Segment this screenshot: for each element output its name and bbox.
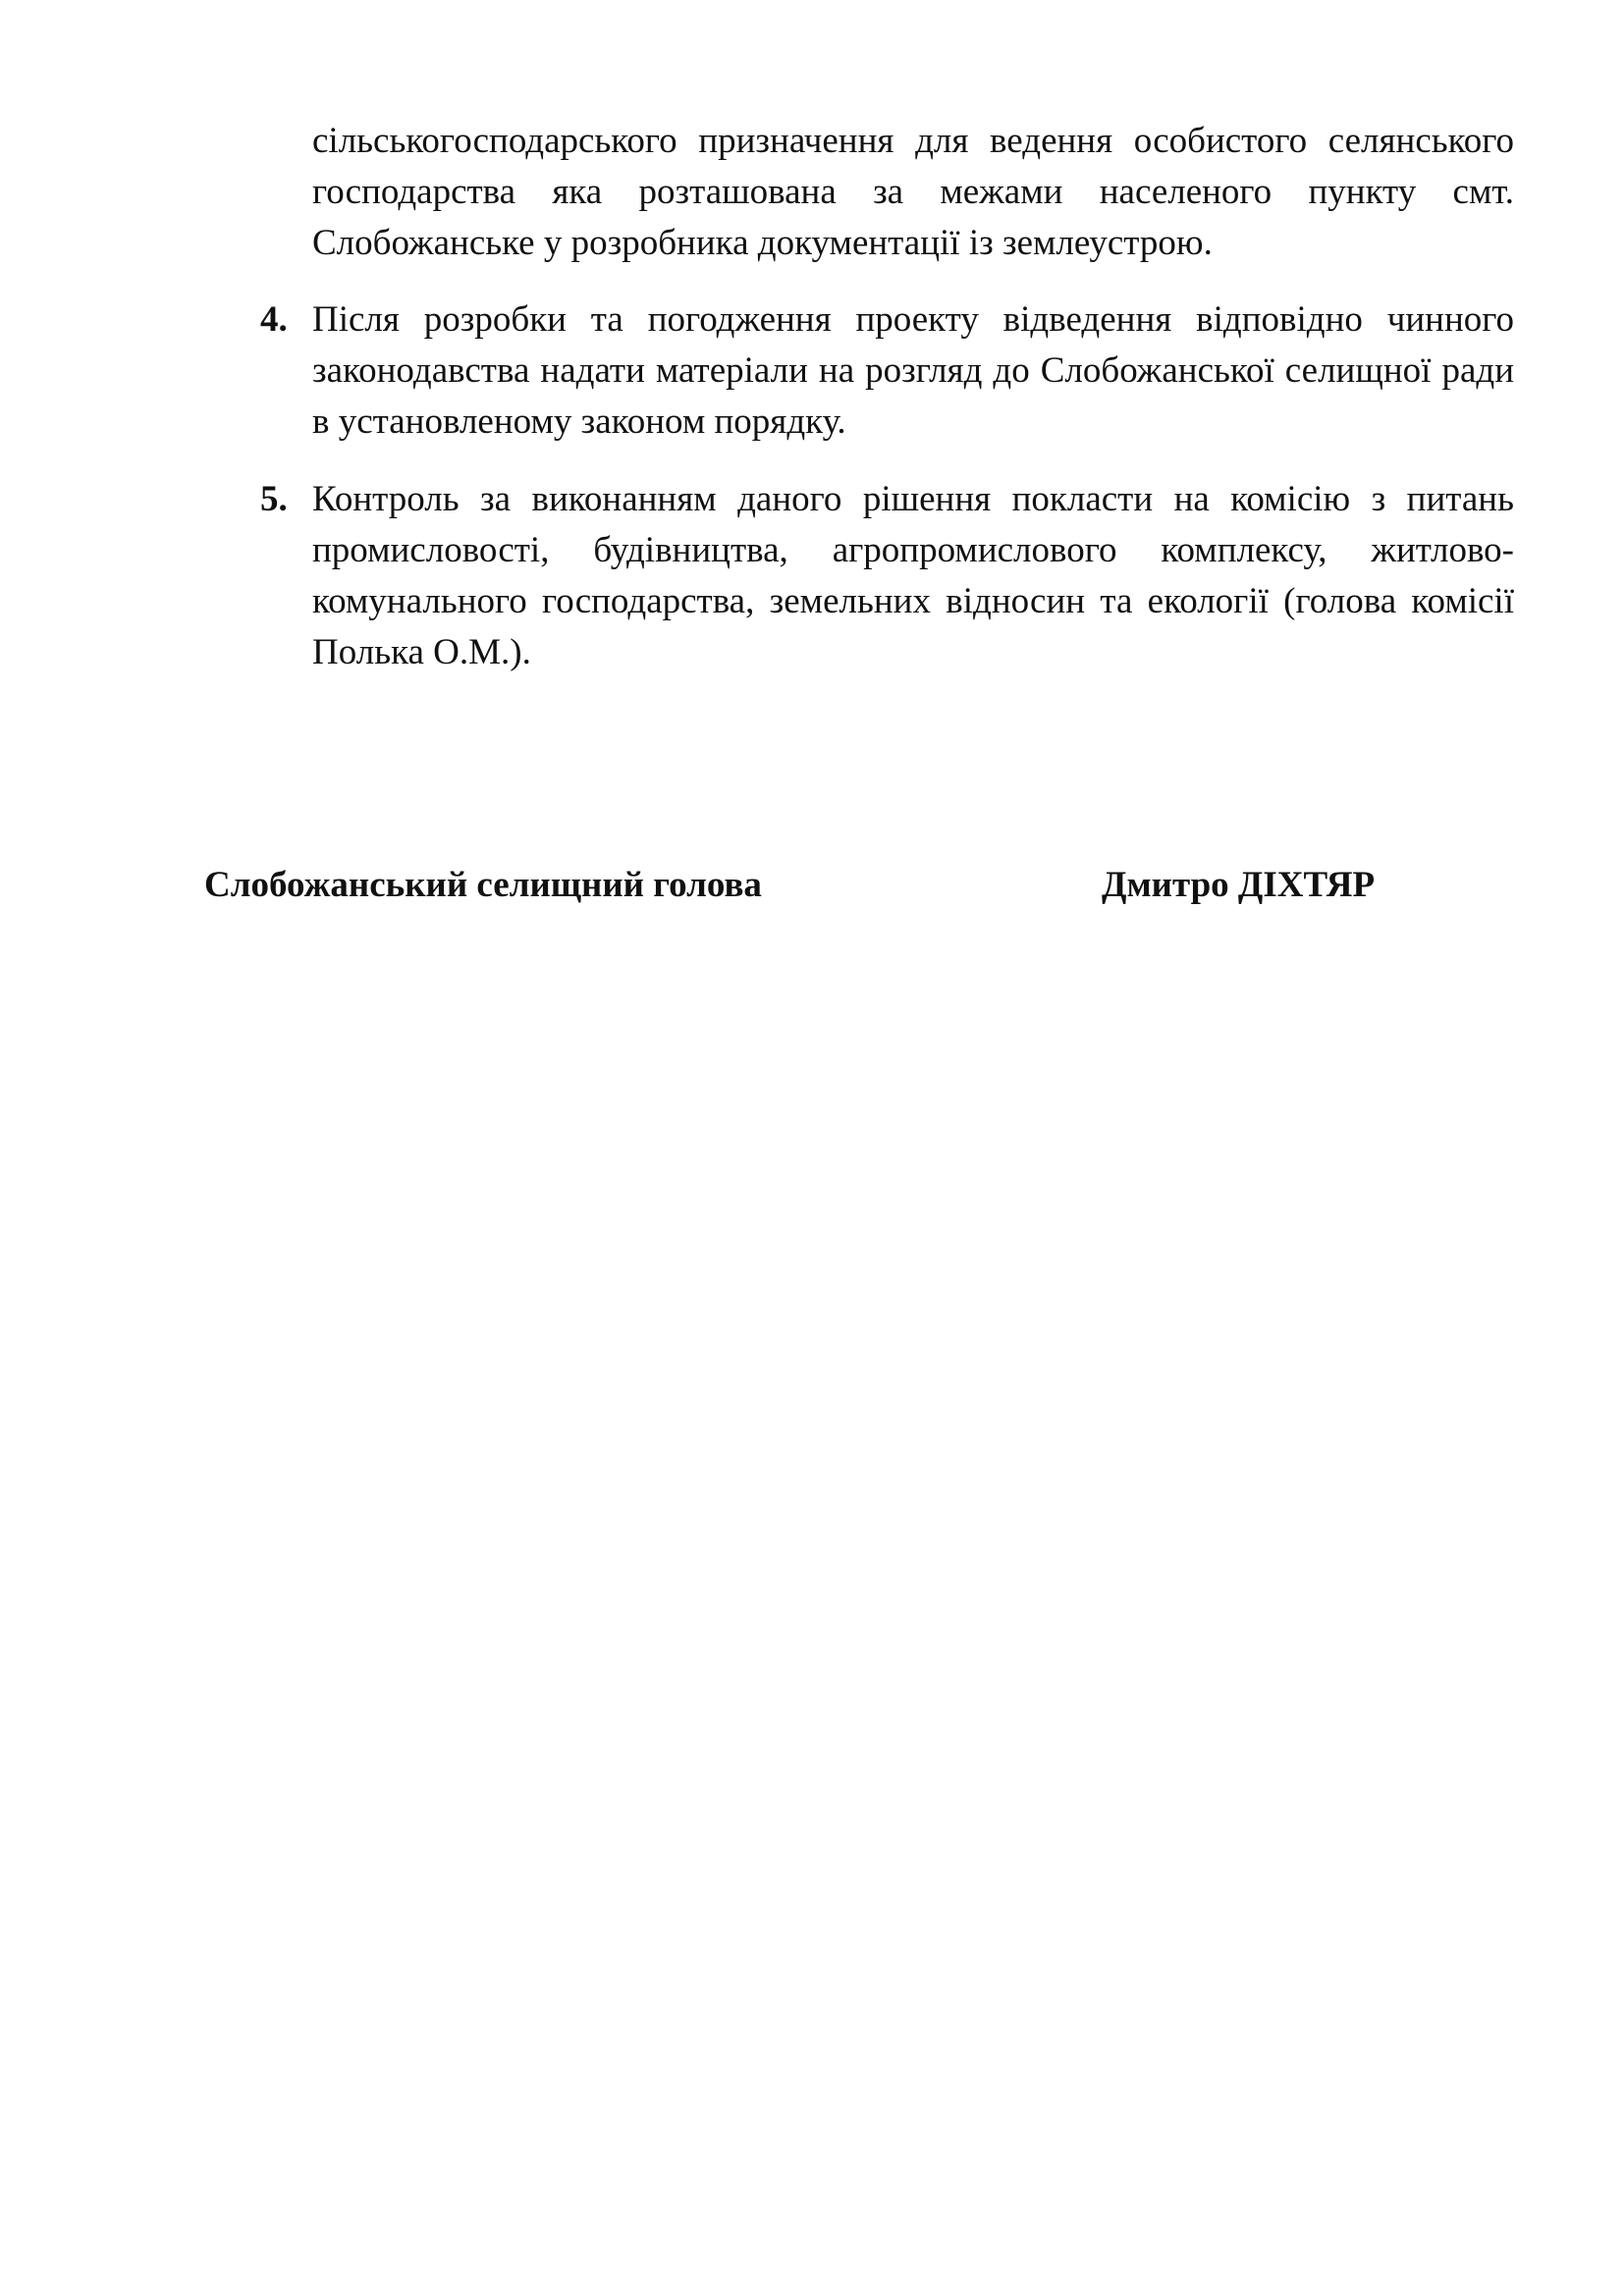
- numbered-item-4: [260, 294, 1514, 448]
- item-text: Контроль за виконанням даного рішення покласти на комісію з питань промисловості, будівництва, агропромислового комплексу, житлово-комунального господарства, земельних відносин та екології (голова комісії Полька О.М.).: [312, 479, 1514, 672]
- item-text: Після розробки та погодження проекту відведення відповідно чинного законодавства надати матеріали на розгляд до Слобожанської селищної ради в установленому законом порядку.: [312, 299, 1514, 442]
- signature-title: Слобожанський селищний голова: [204, 865, 762, 905]
- paragraph-continuation: [312, 116, 1514, 269]
- item-number: 4.: [260, 299, 288, 340]
- item-number: 5.: [260, 479, 288, 519]
- signature-name: Дмитро ДІХТЯР: [1102, 865, 1376, 905]
- numbered-item-5: [260, 474, 1514, 678]
- paragraph-continuation-text: сільськогосподарського призначення для ведення особистого селянського господарства яка розташована за межами населеного пункту смт. Слобожанське у розробника документації із землеустрою.: [312, 121, 1514, 263]
